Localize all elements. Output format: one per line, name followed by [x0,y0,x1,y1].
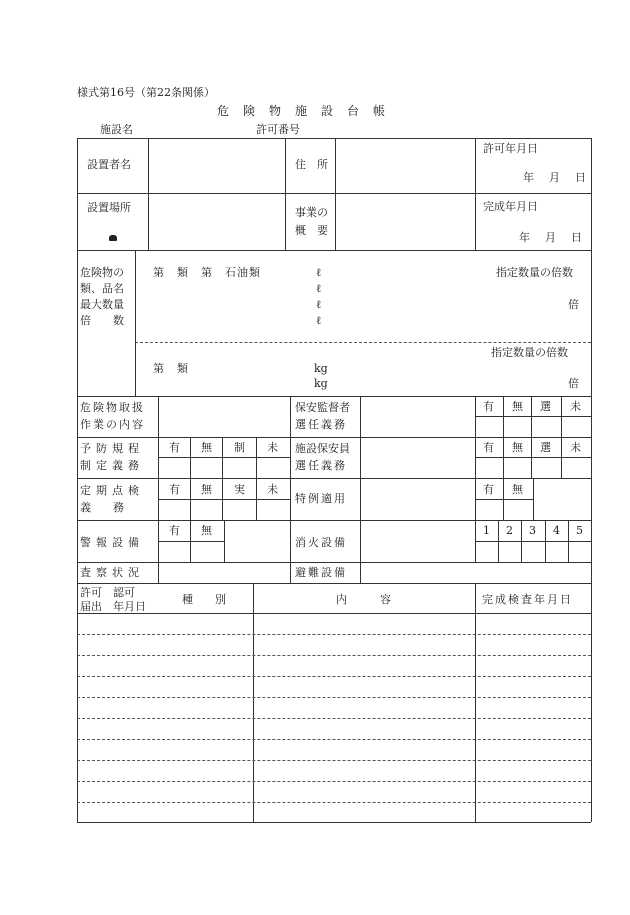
col-line [148,138,149,250]
permit-date-placeholder: 年 月 日 [523,171,588,184]
col-line [475,138,476,250]
multiple-label: 指定数量の倍数 [491,346,568,359]
history-col4-header: 完成検査年月日 [482,593,573,606]
inspection-label-1: 定期点検 [80,484,144,497]
history-row-line [77,676,591,677]
row-line [77,520,591,521]
hazard-label-2: 類、品名 [80,282,124,295]
special-yes: 有 [483,483,494,496]
staff-label-2: 選任義務 [295,459,347,472]
extinguisher-label: 消火設備 [295,536,347,549]
supervisor-not-yet: 未 [570,400,581,413]
row-line [77,583,591,584]
business-label-1: 事業の [295,206,328,219]
supervisor-label-2: 選任義務 [295,418,347,431]
level-1: 1 [483,524,490,537]
alarm-label: 警報設備 [80,536,144,549]
page-title: 危 険 物 施 設 台 帳 [217,104,387,118]
supervisor-label-1: 保安監督者 [295,401,350,414]
history-row-line [77,802,591,803]
grid-line [503,478,504,520]
row-line [77,562,591,563]
work-label-2: 作業の内容 [80,418,145,431]
col-line [158,396,159,583]
hazard-label-1: 危険物の [80,266,124,279]
permit-number-label: 許可番号 [256,123,300,136]
table-border-top [77,138,591,139]
kg-unit: kg [314,377,328,390]
hazard-label-3: 最大数量 [80,298,124,311]
history-row-line [77,634,591,635]
grid-line [158,457,290,458]
grid-line [475,499,533,500]
history-row-line [77,697,591,698]
permit-date-label: 許可年月日 [483,142,538,155]
grid-line [190,437,191,520]
row-line-dashed [135,342,591,343]
grid-line [521,520,522,562]
telephone-icon [109,235,117,241]
table-border-right [591,138,592,822]
business-label-2: 概 要 [295,224,328,237]
level-5: 5 [576,524,583,537]
liter-unit: ℓ [316,314,322,327]
row-line [77,613,591,614]
address-label: 住 所 [295,158,328,171]
supervisor-yes: 有 [483,400,494,413]
grid-line [190,520,191,562]
installer-label: 設置者名 [87,158,131,171]
location-label: 設置場所 [87,201,131,214]
grid-line [224,520,225,562]
grid-line [222,437,223,520]
alarm-yes: 有 [169,524,180,537]
table-border-left [77,138,78,822]
col-line [360,396,361,583]
grid-line [475,416,591,417]
history-col3-header: 内 容 [336,593,391,606]
alarm-no: 無 [201,524,212,537]
col-line [285,138,286,250]
prevention-enacted: 制 [234,441,245,454]
row-line [77,250,591,251]
special-no: 無 [512,483,523,496]
prevention-label-1: 予防規程 [80,442,144,455]
level-2: 2 [506,524,513,537]
grid-line [475,457,591,458]
row-line [77,396,591,397]
history-row-line [77,718,591,719]
grid-line [503,396,504,478]
multiple-label: 指定数量の倍数 [496,266,573,279]
inspection-implemented: 実 [234,483,245,496]
col-line [475,583,476,822]
grid-line [498,520,499,562]
liter-unit: ℓ [316,266,322,279]
inspection-not-yet: 未 [267,483,278,496]
history-row-line [77,655,591,656]
special-label: 特例適用 [295,492,347,505]
history-col1-line1: 許可 認可 [80,586,135,599]
staff-not-yet: 未 [570,441,581,454]
grid-line [561,396,562,478]
petroleum-class-text: 第 類 第 石油類 [153,266,261,279]
staff-selected: 選 [540,441,551,454]
kg-unit: kg [314,362,328,375]
work-label-1: 危険物取扱 [80,401,145,414]
completion-date-placeholder: 年 月 日 [519,231,584,244]
prevention-not-yet: 未 [267,441,278,454]
col-line [253,583,254,822]
liter-unit: ℓ [316,282,322,295]
facility-name-label: 施設名 [100,123,133,136]
staff-no: 無 [512,441,523,454]
prevention-yes: 有 [169,441,180,454]
col-line [135,250,136,396]
evacuation-label: 避難設備 [295,566,347,579]
grid-line [158,499,290,500]
grid-line [256,437,257,520]
history-row-line [77,760,591,761]
prevention-label-2: 制定義務 [80,459,144,472]
prevention-no: 無 [201,441,212,454]
supervisor-no: 無 [512,400,523,413]
col-line [475,396,476,562]
staff-yes: 有 [483,441,494,454]
inspection-status-label: 査察状況 [80,566,144,579]
form-number: 様式第16号（第22条関係） [77,86,215,99]
inspection-label-2: 義 務 [80,501,124,514]
history-row-line [77,739,591,740]
staff-label-1: 施設保安員 [295,442,350,455]
history-col1-line2: 届出 年月日 [80,600,146,613]
grid-line [533,478,534,520]
level-3: 3 [529,524,536,537]
times-unit: 倍 [568,377,579,390]
level-4: 4 [553,524,560,537]
inspection-yes: 有 [169,483,180,496]
inspection-no: 無 [201,483,212,496]
supervisor-selected: 選 [540,400,551,413]
other-class-text: 第 類 [153,362,189,375]
row-line [77,193,591,194]
row-line [77,437,591,438]
grid-line [568,520,569,562]
hazard-label-4: 倍 数 [80,314,124,327]
history-col2-header: 種 別 [182,593,226,606]
grid-line [545,520,546,562]
liter-unit: ℓ [316,298,322,311]
row-line [77,478,591,479]
grid-line [531,396,532,478]
grid-line [158,541,224,542]
table-border-bottom [77,822,591,823]
completion-date-label: 完成年月日 [483,200,538,213]
col-line [335,138,336,250]
history-row-line [77,781,591,782]
times-unit: 倍 [568,298,579,311]
grid-line [475,541,591,542]
col-line [290,396,291,583]
